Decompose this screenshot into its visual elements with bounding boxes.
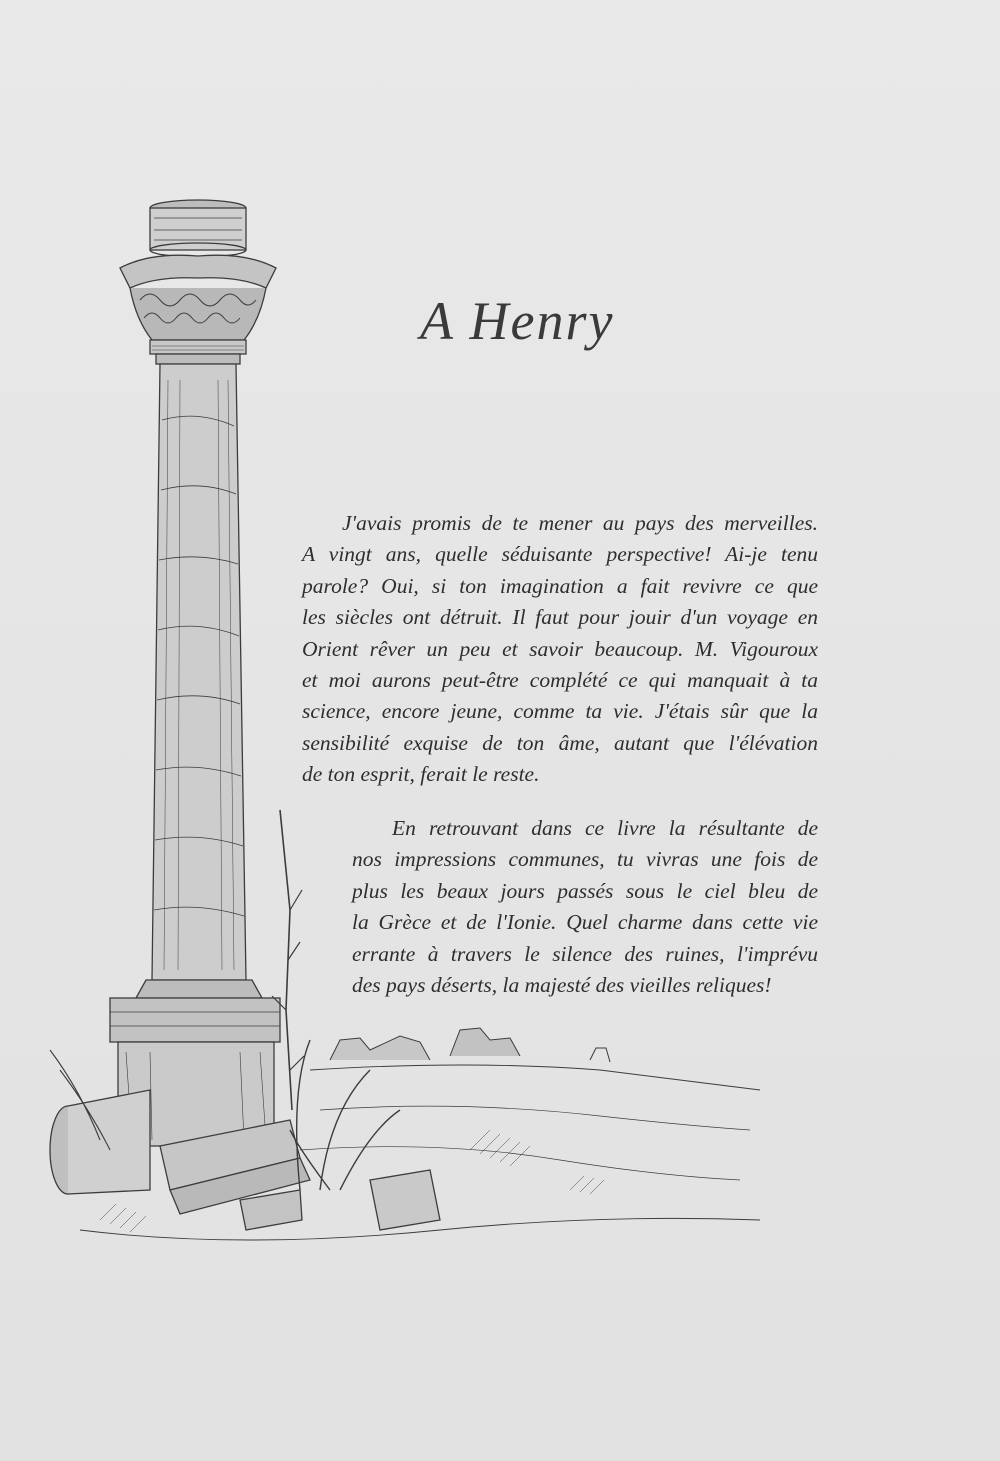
text-line: nos impressions communes, tu vivras une fois de [352,847,818,872]
text-line: science, encore jeune, comme ta vie. J'étais sûr que la [302,699,818,724]
dedication-paragraph-1 [302,508,818,791]
text-line: la Grèce et de l'Ionie. Quel charme dans cette vie [352,910,818,935]
text-line: En retrouvant dans ce livre la résultante de [392,816,818,840]
dedication-paragraph-2 [352,813,818,1001]
text-line: A vingt ans, quelle séduisante perspective! Ai-je tenu [302,542,818,567]
text-line: J'avais promis de te mener au pays des merveilles. [342,511,818,535]
text-line: parole? Oui, si ton imagination a fait revivre ce que [302,573,818,598]
text-line: de ton esprit, ferait le reste. [302,762,540,787]
page-title: A Henry [420,291,615,351]
text-line: des pays déserts, la majesté des vieilles reliques! [352,973,772,998]
text-line: et moi aurons peut-être complété ce qui manquait à ta [302,668,818,693]
text-line: Orient rêver un peu et savoir beaucoup. M. Vigouroux [302,636,818,661]
text-line: sensibilité exquise de ton âme, autant que l'élévation [302,730,818,755]
text-line: les siècles ont détruit. Il faut pour jouir d'un voyage en [302,605,818,630]
text-line: plus les beaux jours passés sous le ciel bleu de [352,878,818,903]
text-line: errante à travers le silence des ruines, l'imprévu [352,941,818,966]
